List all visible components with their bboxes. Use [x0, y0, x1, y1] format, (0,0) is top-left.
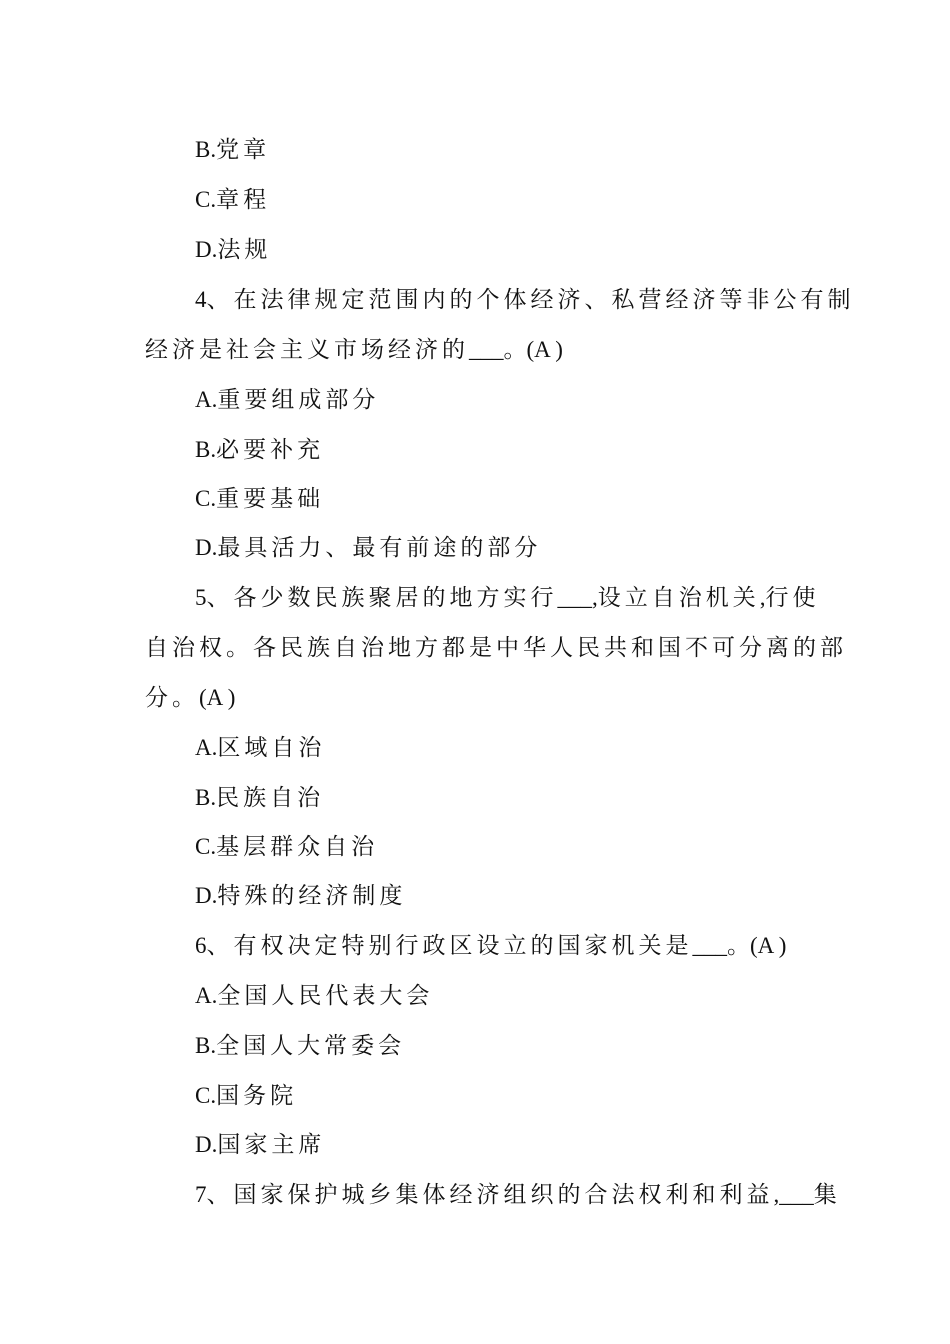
option-text: 全国人民代表大会	[217, 983, 434, 1009]
question-text: 设立自治机关	[597, 585, 760, 611]
option-letter: A.	[195, 387, 218, 412]
option-text: 章程	[216, 187, 271, 213]
option-letter: D.	[195, 883, 218, 908]
option-letter: B.	[195, 785, 217, 810]
answer-blank: ___。(A )	[692, 933, 787, 958]
option-text: 重要基础	[216, 486, 325, 512]
option-letter: A.	[195, 983, 218, 1008]
question-number: 7	[195, 1182, 207, 1207]
question-number: 4	[195, 287, 207, 312]
question-5-line-1	[195, 583, 820, 613]
option-text: 国务院	[216, 1083, 298, 1109]
option-c-line	[195, 185, 270, 215]
option-letter: B.	[195, 437, 217, 462]
option-d-line	[195, 533, 541, 563]
question-text: 、国家保护城乡集体经济组织的合法权利和利益	[206, 1182, 774, 1208]
option-letter: D.	[195, 535, 218, 560]
option-a-line	[195, 385, 379, 415]
option-text: 区域自治	[217, 735, 326, 761]
option-d-line	[195, 881, 406, 911]
option-letter: D.	[195, 1132, 218, 1157]
question-5-line-3	[145, 683, 235, 713]
option-letter: C.	[195, 834, 217, 859]
question-5-line-2	[145, 633, 847, 663]
option-text: 特殊的经济制度	[217, 883, 407, 909]
option-text: 必要补充	[216, 437, 325, 463]
option-b-line	[195, 1031, 405, 1061]
option-b-line	[195, 135, 270, 165]
option-text: 民族自治	[216, 785, 325, 811]
option-d-line	[195, 1130, 325, 1160]
option-letter: A.	[195, 735, 218, 760]
question-text: 自治权。各民族自治地方都是中华人民共和国不可分离的部	[145, 635, 847, 661]
option-b-line	[195, 783, 324, 813]
answer-blank: ___。(A )	[469, 337, 563, 362]
answer-blank: ___,	[557, 585, 598, 610]
comma: ,	[759, 585, 766, 610]
question-text: 经济是社会主义市场经济的	[145, 337, 469, 363]
option-b-line	[195, 435, 324, 465]
option-text: 基层群众自治	[216, 834, 379, 860]
option-text: 重要组成部分	[217, 387, 380, 413]
option-c-line	[195, 484, 324, 514]
option-text: 国家主席	[217, 1132, 326, 1158]
question-text: 、在法律规定范围内的个体经济、私营经济等非公有制	[206, 287, 855, 313]
question-text: 、各少数民族聚居的地方实行	[206, 585, 558, 611]
option-text: 法规	[217, 237, 272, 263]
question-4-line-1	[195, 285, 855, 315]
option-a-line	[195, 733, 325, 763]
option-text: 党章	[216, 137, 271, 163]
option-letter: C.	[195, 486, 217, 511]
question-text: 分。	[145, 685, 199, 711]
option-a-line	[195, 981, 433, 1011]
option-c-line	[195, 832, 378, 862]
question-text: 行使	[765, 585, 820, 611]
option-letter: B.	[195, 137, 217, 162]
option-letter: C.	[195, 1083, 217, 1108]
question-text: 集	[813, 1182, 841, 1208]
option-letter: B.	[195, 1033, 217, 1058]
question-number: 5	[195, 585, 207, 610]
answer-key: (A )	[199, 685, 236, 710]
option-c-line	[195, 1081, 297, 1111]
option-letter: C.	[195, 187, 217, 212]
question-6-line-1	[195, 931, 786, 961]
question-7-line-1	[195, 1180, 841, 1210]
answer-blank: ,___	[773, 1182, 814, 1207]
question-4-line-2	[145, 335, 563, 365]
option-text: 最具活力、最有前途的部分	[217, 535, 542, 561]
question-number: 6	[195, 933, 207, 958]
option-d-line	[195, 235, 271, 265]
question-text: 、有权决定特别行政区设立的国家机关是	[206, 933, 693, 959]
option-text: 全国人大常委会	[216, 1033, 406, 1059]
option-letter: D.	[195, 237, 218, 262]
